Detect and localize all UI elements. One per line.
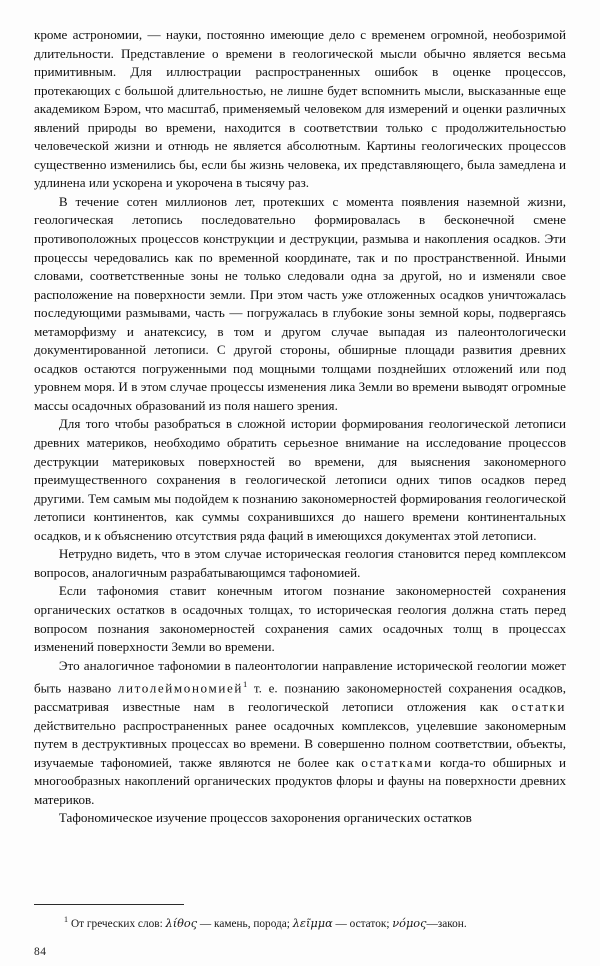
paragraph-5: Если тафономия ставит конечным итогом познание закономерностей сохранения органических остатков в осадочных толщах, то историческая геология должна стать перед вопросом познания закономерностей сохранения самих осадочных толщ в процессах изменений поверхности Земли во времени. (34, 583, 566, 655)
paragraph-6 (34, 657, 566, 810)
paragraph-6-part-2: т. е. познанию закономерностей сохранения осадков, рассматривая известные нам в геологической летописи отложения как (34, 680, 566, 715)
paragraph-7: Тафономическое изучение процессов захоронения органических остатков (58, 810, 472, 826)
footnote-part-1: От греческих слов: (71, 918, 166, 930)
footnote-marker: 1 (64, 915, 68, 925)
term-ostatkami: остатками (361, 754, 433, 770)
paragraph-6-part-3: действительно распространенных ранее осадочных комплексов, уцелевшие закономерным путем в деструктивных процессах во времени. В совершенно полном соответствии, объекты, изучаемые тафономией, также являются не более как (34, 717, 566, 770)
footnote-part-2: — камень, порода; (197, 918, 293, 930)
footnote-divider (34, 904, 184, 905)
paragraph-1: кроме астрономии, — науки, постоянно имеющие дело с временем огромной, необозримой длительности. Представление о времени в геологической мысли обычно является весьма примитивным. Для иллюстрации распространенных ошибок в оценке процессов, протекающих с большой длительностью, не лишне будет вспомнить мысли, высказанные еще академиком Бэром, что масштаб, применяемый человеком для измерений и оценки различных явлений природы во времени, находится в соответствии только с продолжительностью человеческой жизни и отнюдь не является абсолютным. Картины геологических процессов существенно изменились бы, если бы жизнь человека, их представляющего, была замедлена и удлинена или ускорена и укорочена в тысячу раз. (34, 27, 566, 191)
page-body (34, 26, 566, 828)
paragraph-2: В течение сотен миллионов лет, протекших с момента появления наземной жизни, геологическая летопись последовательно формировалась в бесконечной смене противоположных процессов конструкции и деструкции, размыва и накопления осадков. Эти процессы чередовались как по временной координате, так и по пространственной. Иными словами, соответственные зоны не только следовали одна за другой, но и изменяли свое расположение на поверхности земли. При этом часть уже отложенных осадков уничтожалась последующими размывами, часть — погружалась в глубокие зоны земной коры, подвергаясь метаморфизму и анатексису, в том и другом случае выпадая из палеонтологически документированной летописи. С другой стороны, обширные площади развития древних осадков остаются погруженными под мощными толщами позднейших отложений или под уровнем моря. И в этом случае процессы изменения лика Земли во времени выводят огромные массы осадочных образований из поля нашего зрения. (34, 193, 566, 413)
term-ostatki: остатки (511, 699, 566, 715)
greek-word-leimma: λεῖμμα (292, 917, 333, 930)
term-litoleimonomia: литолеймономией (117, 680, 243, 696)
greek-word-lithos: λίθος (165, 917, 198, 930)
footnote-area (34, 904, 566, 932)
footnote-text (34, 912, 566, 932)
paragraph-6-part-1: Это аналогичное тафономии в палеонтологии направление исторической геологии может быть названо (34, 657, 566, 696)
paragraph-6-part-4: когда-то обширных и многообразных накоплений органических продуктов флоры и фауны на поверхности древних материков. (34, 754, 566, 807)
paragraph-4: Нетрудно видеть, что в этом случае историческая геология становится перед комплексом вопросов, аналогичным разрабатывающимся тафономией. (34, 546, 566, 580)
paragraph-3: Для того чтобы разобраться в сложной истории формирования геологической летописи древних материков, необходимо обратить серьезное внимание на исследование процессов деструкции материковых поверхностей во времени, для выяснения закономерного преимущественного сохранения в геологической летописи одних типов осадков перед другими. Тем самым мы подойдем к познанию закономерностей формирования геологической летописи континентов, как суммы сохранившихся до нашего времени континентальных осадков, и к объяснению отсутствия ряда фаций в имеющихся документах этой летописи. (34, 416, 566, 543)
page-number: 84 (34, 946, 47, 958)
footnote-part-3: — остаток; (332, 918, 393, 930)
footnote-reference: 1 (242, 679, 248, 690)
footnote-part-4: —закон. (426, 918, 467, 930)
greek-word-nomos: νόμος (392, 917, 427, 930)
